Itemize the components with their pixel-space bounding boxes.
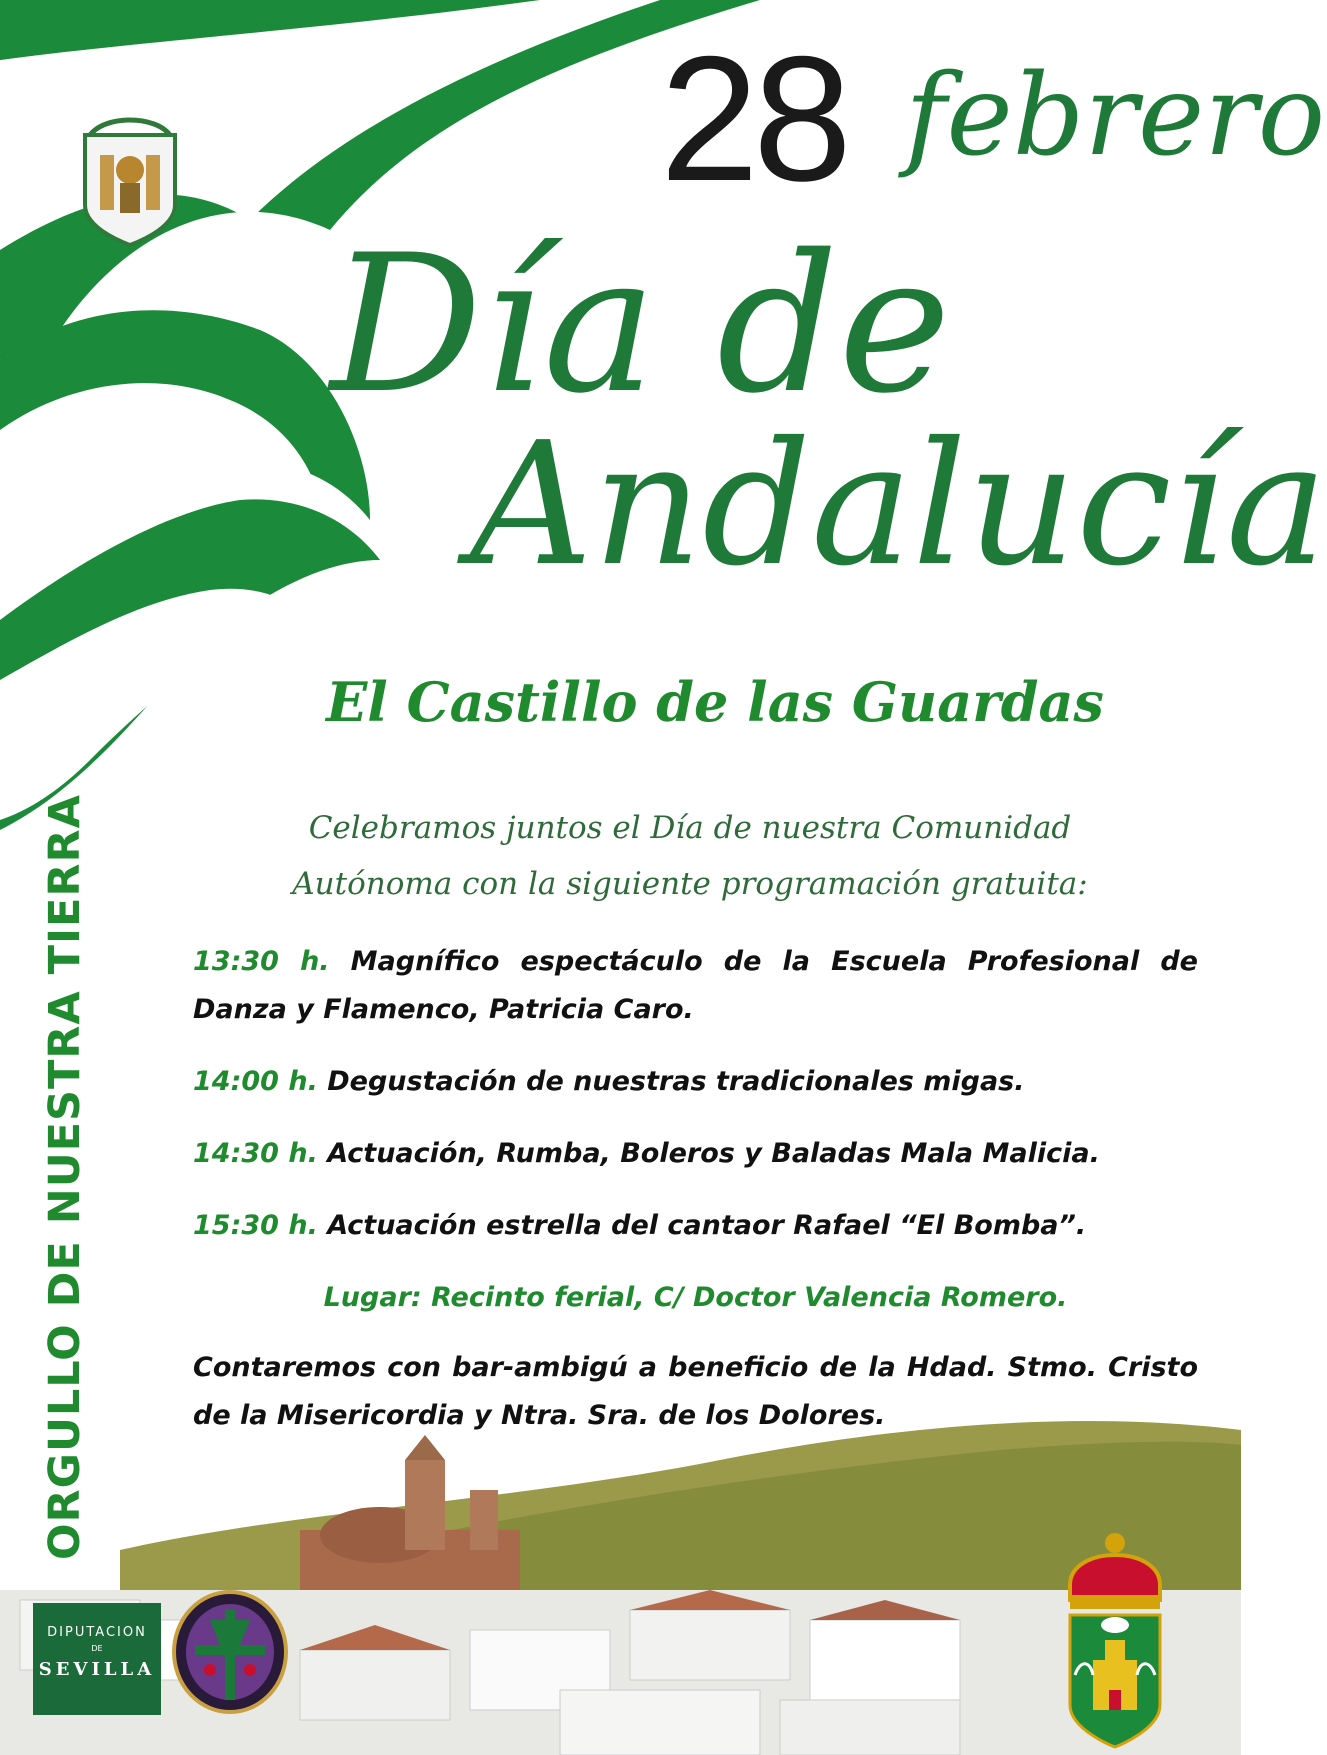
diputacion-line-1: DIPUTACION [47,1625,147,1640]
intro-line-1: Celebramos juntos el Día de nuestra Comunidad [308,810,1072,846]
program-text: Degustación de nuestras tradicionales migas. [327,1066,1025,1097]
diputacion-line-3: SEVILLA [38,1659,156,1680]
program-item [193,938,1198,1034]
town-name: El Castillo de las Guardas [326,670,1104,734]
intro-text [230,800,1150,912]
program-text: Actuación, Rumba, Boleros y Baladas Mala Malicia. [327,1138,1100,1169]
date-day: 28 [660,19,846,218]
brotherhood-emblem-icon [170,1590,290,1715]
date-month: febrero [905,51,1326,181]
diputacion-sevilla-logo [33,1603,161,1715]
side-slogan: ORGULLO DE NUESTRA TIERRA [40,794,90,1560]
program-time: 13:30 h. [193,946,330,977]
program-item [193,1058,1198,1106]
program-time: 14:30 h. [193,1138,318,1169]
diputacion-line-2: DE [91,1644,103,1653]
andalusia-coat-of-arms-icon [65,115,195,250]
program-text: Magnífico espectáculo de la Escuela Profesional de Danza y Flamenco, Patricia Caro. [193,946,1198,1025]
intro-line-2: Autónoma con la siguiente programación gratuita: [292,866,1088,902]
program-item [193,1202,1198,1250]
program-time: 14:00 h. [193,1066,318,1097]
program-text: Actuación estrella del cantaor Rafael “El Bomba”. [327,1210,1087,1241]
venue-text: Lugar: Recinto ferial, C/ Doctor Valencia Romero. [323,1282,1068,1313]
program-list [193,938,1198,1464]
title-line-1: Día de [330,214,951,435]
program-time: 15:30 h. [193,1210,318,1241]
program-item [193,1130,1198,1178]
bar-note: Contaremos con bar-ambigú a beneficio de la Hdad. Stmo. Cristo de la Misericordia y Ntra. Sra. de los Dolores. [193,1352,1198,1431]
town-coat-of-arms-icon [1055,1525,1175,1750]
title-line-2: Andalucía [470,406,1327,604]
